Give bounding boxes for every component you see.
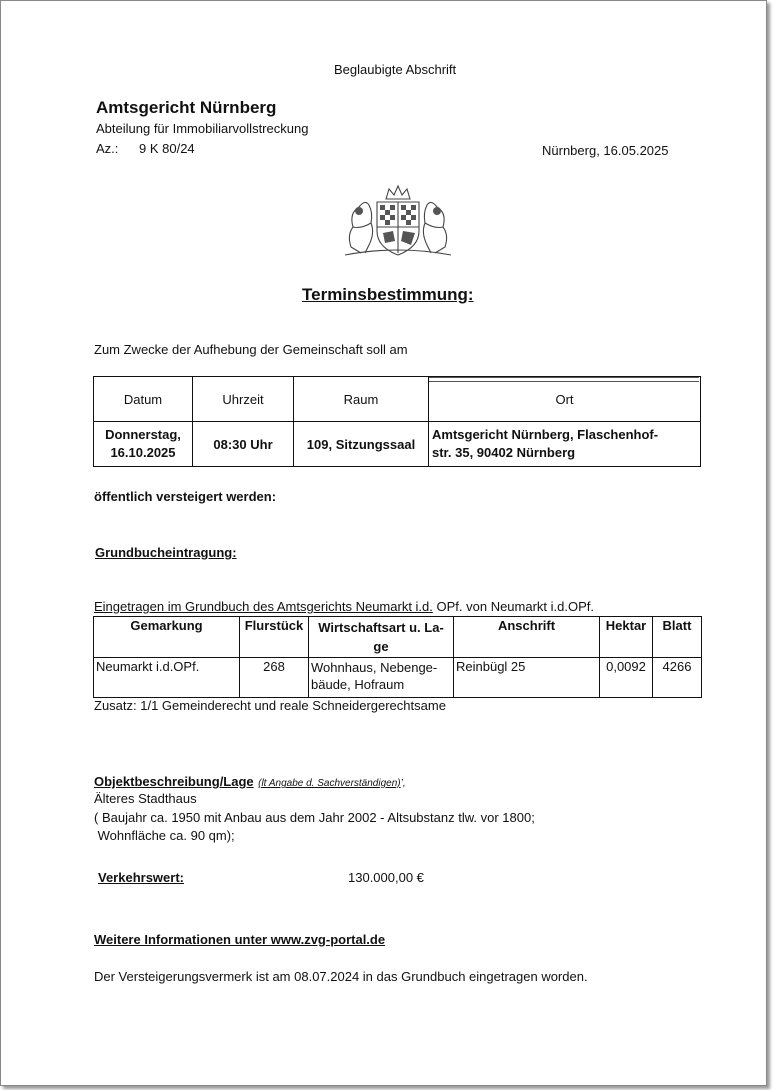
wirtschaftsart-line-1: Wohnhaus, Nebenge-: [311, 660, 438, 675]
appointment-time: 08:30 Uhr: [193, 422, 294, 467]
object-description-line-2: Wohnfläche ca. 90 qm);: [94, 828, 235, 843]
certified-copy-label: Beglaubigte Abschrift: [334, 62, 457, 77]
header-wirtschaftsart: [309, 617, 454, 658]
entry-prefix: Eingetragen im Grundbuch des Amtsgerichts Neumarkt i.d.: [94, 599, 433, 614]
registration-note: Der Versteigerungsvermerk ist am 08.07.2024 in das Grundbuch eingetragen worden.: [94, 969, 588, 984]
header-uhrzeit: Uhrzeit: [193, 377, 294, 422]
header-blatt: Blatt: [653, 617, 702, 658]
header-hektar: Hektar: [600, 617, 653, 658]
cell-wirtschaftsart: [309, 658, 454, 698]
appointment-table: [93, 376, 701, 467]
object-description-line-1: ( Baujahr ca. 1950 mit Anbau aus dem Jahr 2002 - Altsubstanz tlw. vor 1800;: [94, 810, 535, 825]
header-raum: Raum: [294, 377, 429, 422]
header-flurstueck: Flurstück: [240, 617, 309, 658]
entry-suffix: OPf. von Neumarkt i.d.OPf.: [432, 599, 595, 614]
location-line-1: Amtsgericht Nürnberg, Flaschenhof-: [432, 427, 659, 442]
appointment-location: [429, 422, 701, 467]
date-line-1: Donnerstag,: [105, 427, 181, 442]
page-title: Terminsbestimmung:: [302, 285, 474, 304]
object-heading: Objektbeschreibung/Lage: [94, 774, 254, 789]
appointment-row: [94, 422, 701, 467]
appointment-room: 109, Sitzungssaal: [294, 422, 429, 467]
land-register-heading: Grundbucheintragung:: [95, 545, 237, 560]
cell-blatt: 4266: [653, 658, 702, 698]
wirtschaftsart-header-line-2: ge: [373, 639, 389, 654]
object-heading-line: [94, 773, 406, 791]
header-datum: Datum: [94, 377, 193, 422]
cell-flurstueck: 268: [240, 658, 309, 698]
wirtschaftsart-line-2: bäude, Hofraum: [311, 677, 405, 692]
date-line-2: 16.10.2025: [110, 445, 176, 460]
land-register-row: [94, 658, 702, 698]
court-name: Amtsgericht Nürnberg: [96, 98, 277, 117]
department-name: Abteilung für Immobiliarvollstreckung: [96, 121, 309, 136]
land-register-table: [93, 616, 702, 698]
file-number-label: Az.:: [96, 141, 119, 156]
addition-text: Zusatz: 1/1 Gemeinderecht und reale Schneidergerechtsame: [94, 698, 446, 713]
object-type: Älteres Stadthaus: [94, 791, 197, 806]
object-heading-tail: ’,: [400, 778, 406, 789]
wirtschaftsart-header-line-1: Wirtschaftsart u. La-: [318, 620, 444, 635]
appointment-date: [94, 422, 193, 467]
cell-gemarkung: Neumarkt i.d.OPf.: [94, 658, 240, 698]
market-value-amount: 130.000,00 €: [348, 870, 424, 885]
header-gemarkung: Gemarkung: [94, 617, 240, 658]
market-value-label: Verkehrswert:: [98, 870, 184, 885]
place-date: Nürnberg, 16.05.2025: [542, 143, 669, 158]
appointment-header-row: [94, 377, 701, 422]
intro-text: Zum Zwecke der Aufhebung der Gemeinschaft soll am: [94, 342, 408, 357]
auction-text: öffentlich versteigert werden:: [94, 489, 277, 504]
file-number: 9 K 80/24: [139, 141, 195, 156]
cell-hektar: 0,0092: [600, 658, 653, 698]
object-heading-note: (lt Angabe d. Sachverständigen): [258, 778, 401, 789]
header-anschrift: Anschrift: [454, 617, 600, 658]
more-info-link[interactable]: Weitere Informationen unter www.zvg-portal.de: [94, 932, 386, 947]
coat-of-arms-icon: [339, 183, 457, 259]
land-register-entry: [94, 599, 594, 614]
cell-anschrift: Reinbügl 25: [454, 658, 600, 698]
location-line-2: str. 35, 90402 Nürnberg: [432, 445, 576, 460]
land-register-header-row: [94, 617, 702, 658]
header-ort: Ort: [429, 377, 701, 422]
